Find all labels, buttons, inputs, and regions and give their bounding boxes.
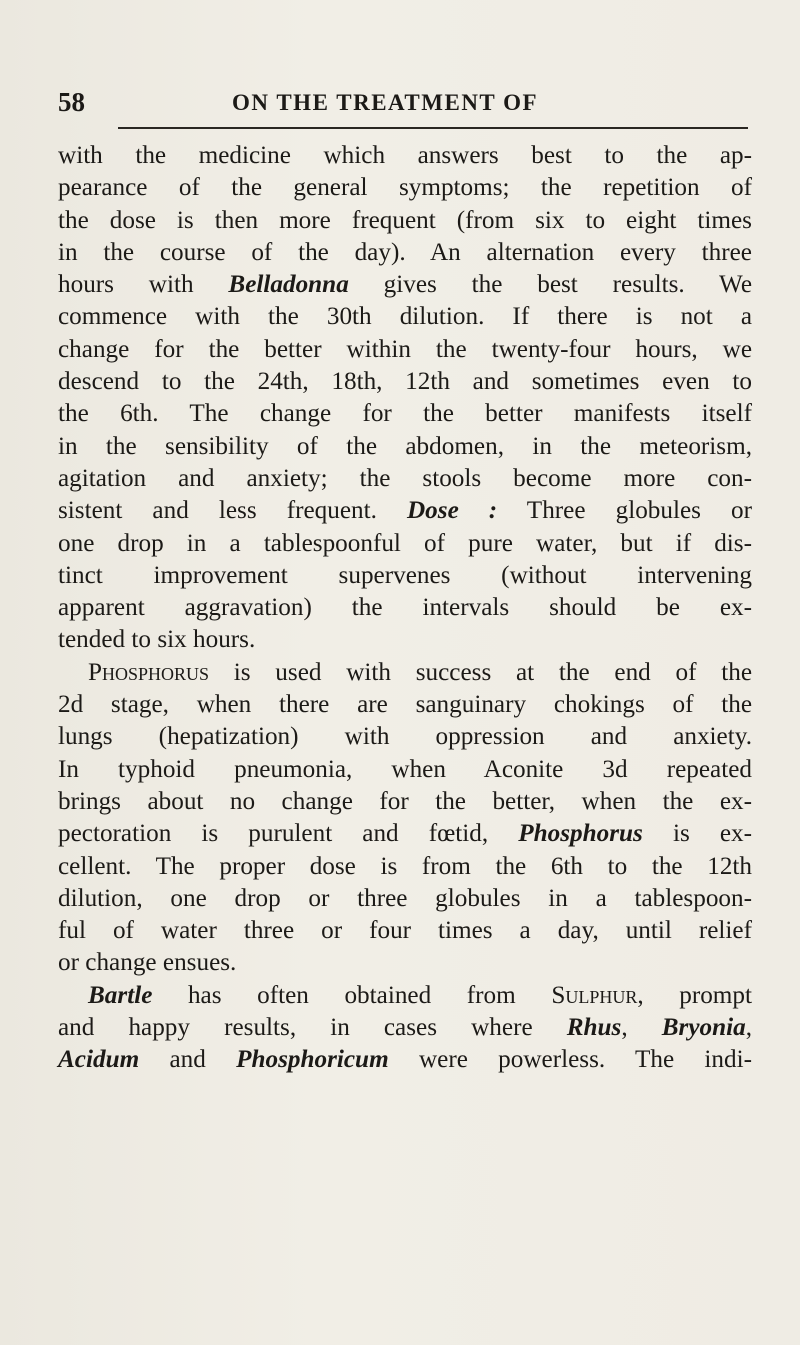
text-line: in the course of the day). An alternation every three [58, 238, 752, 266]
text-line: apparent aggravation) the intervals should be ex- [58, 594, 752, 622]
header-rule [118, 127, 748, 129]
text-line: lungs (hepatization) with oppression and anxiety. [58, 723, 752, 751]
text-line: the 6th. The change for the better manifests itself [58, 400, 752, 428]
body-text [58, 140, 752, 1077]
text-line: 2d stage, when there are sanguinary chokings of the [58, 691, 752, 719]
text-line: in the sensibility of the abdomen, in the meteorism, [58, 432, 752, 460]
text-line: with the medicine which answers best to the ap- [58, 142, 752, 169]
text-line: Phosphorus is used with success at the end of the [88, 658, 752, 686]
text-line: the dose is then more frequent (from six to eight times [58, 206, 752, 234]
text-line: pectoration is purulent and fœtid, Phosphorus is ex- [58, 820, 752, 848]
text-line: ful of water three or four times a day, until relief [58, 917, 752, 945]
text-line: commence with the 30th dilution. If there is not a [58, 303, 752, 331]
text-line: brings about no change for the better, when the ex- [58, 787, 752, 815]
page-header [58, 87, 748, 117]
text-line: Acidum and Phosphoricum were powerless. The indi- [58, 1046, 752, 1074]
text-line: and happy results, in cases where Rhus, Bryonia, [58, 1014, 752, 1042]
page-number: 58 [58, 87, 85, 117]
text-line: Bartle has often obtained from Sulphur, prompt [88, 981, 752, 1009]
text-line: agitation and anxiety; the stools become more con- [58, 464, 752, 492]
text-line: In typhoid pneumonia, when Aconite 3d repeated [58, 755, 752, 783]
text-line: one drop in a tablespoonful of pure water, but if dis- [58, 529, 752, 557]
text-line: tended to six hours. [58, 626, 256, 654]
text-line: descend to the 24th, 18th, 12th and sometimes even to [58, 368, 752, 396]
text-line: dilution, one drop or three globules in a tablespoon- [58, 884, 752, 912]
text-line: cellent. The proper dose is from the 6th to the 12th [58, 852, 752, 880]
text-line: hours with Belladonna gives the best results. We [58, 271, 752, 299]
text-line: or change ensues. [58, 949, 237, 977]
text-line: change for the better within the twenty-four hours, we [58, 335, 752, 363]
text-line: tinct improvement supervenes (without intervening [58, 561, 752, 589]
running-title: ON THE TREATMENT OF [232, 90, 539, 115]
text-line: pearance of the general symptoms; the repetition of [58, 174, 752, 202]
text-line: sistent and less frequent. Dose : Three globules or [58, 497, 752, 525]
